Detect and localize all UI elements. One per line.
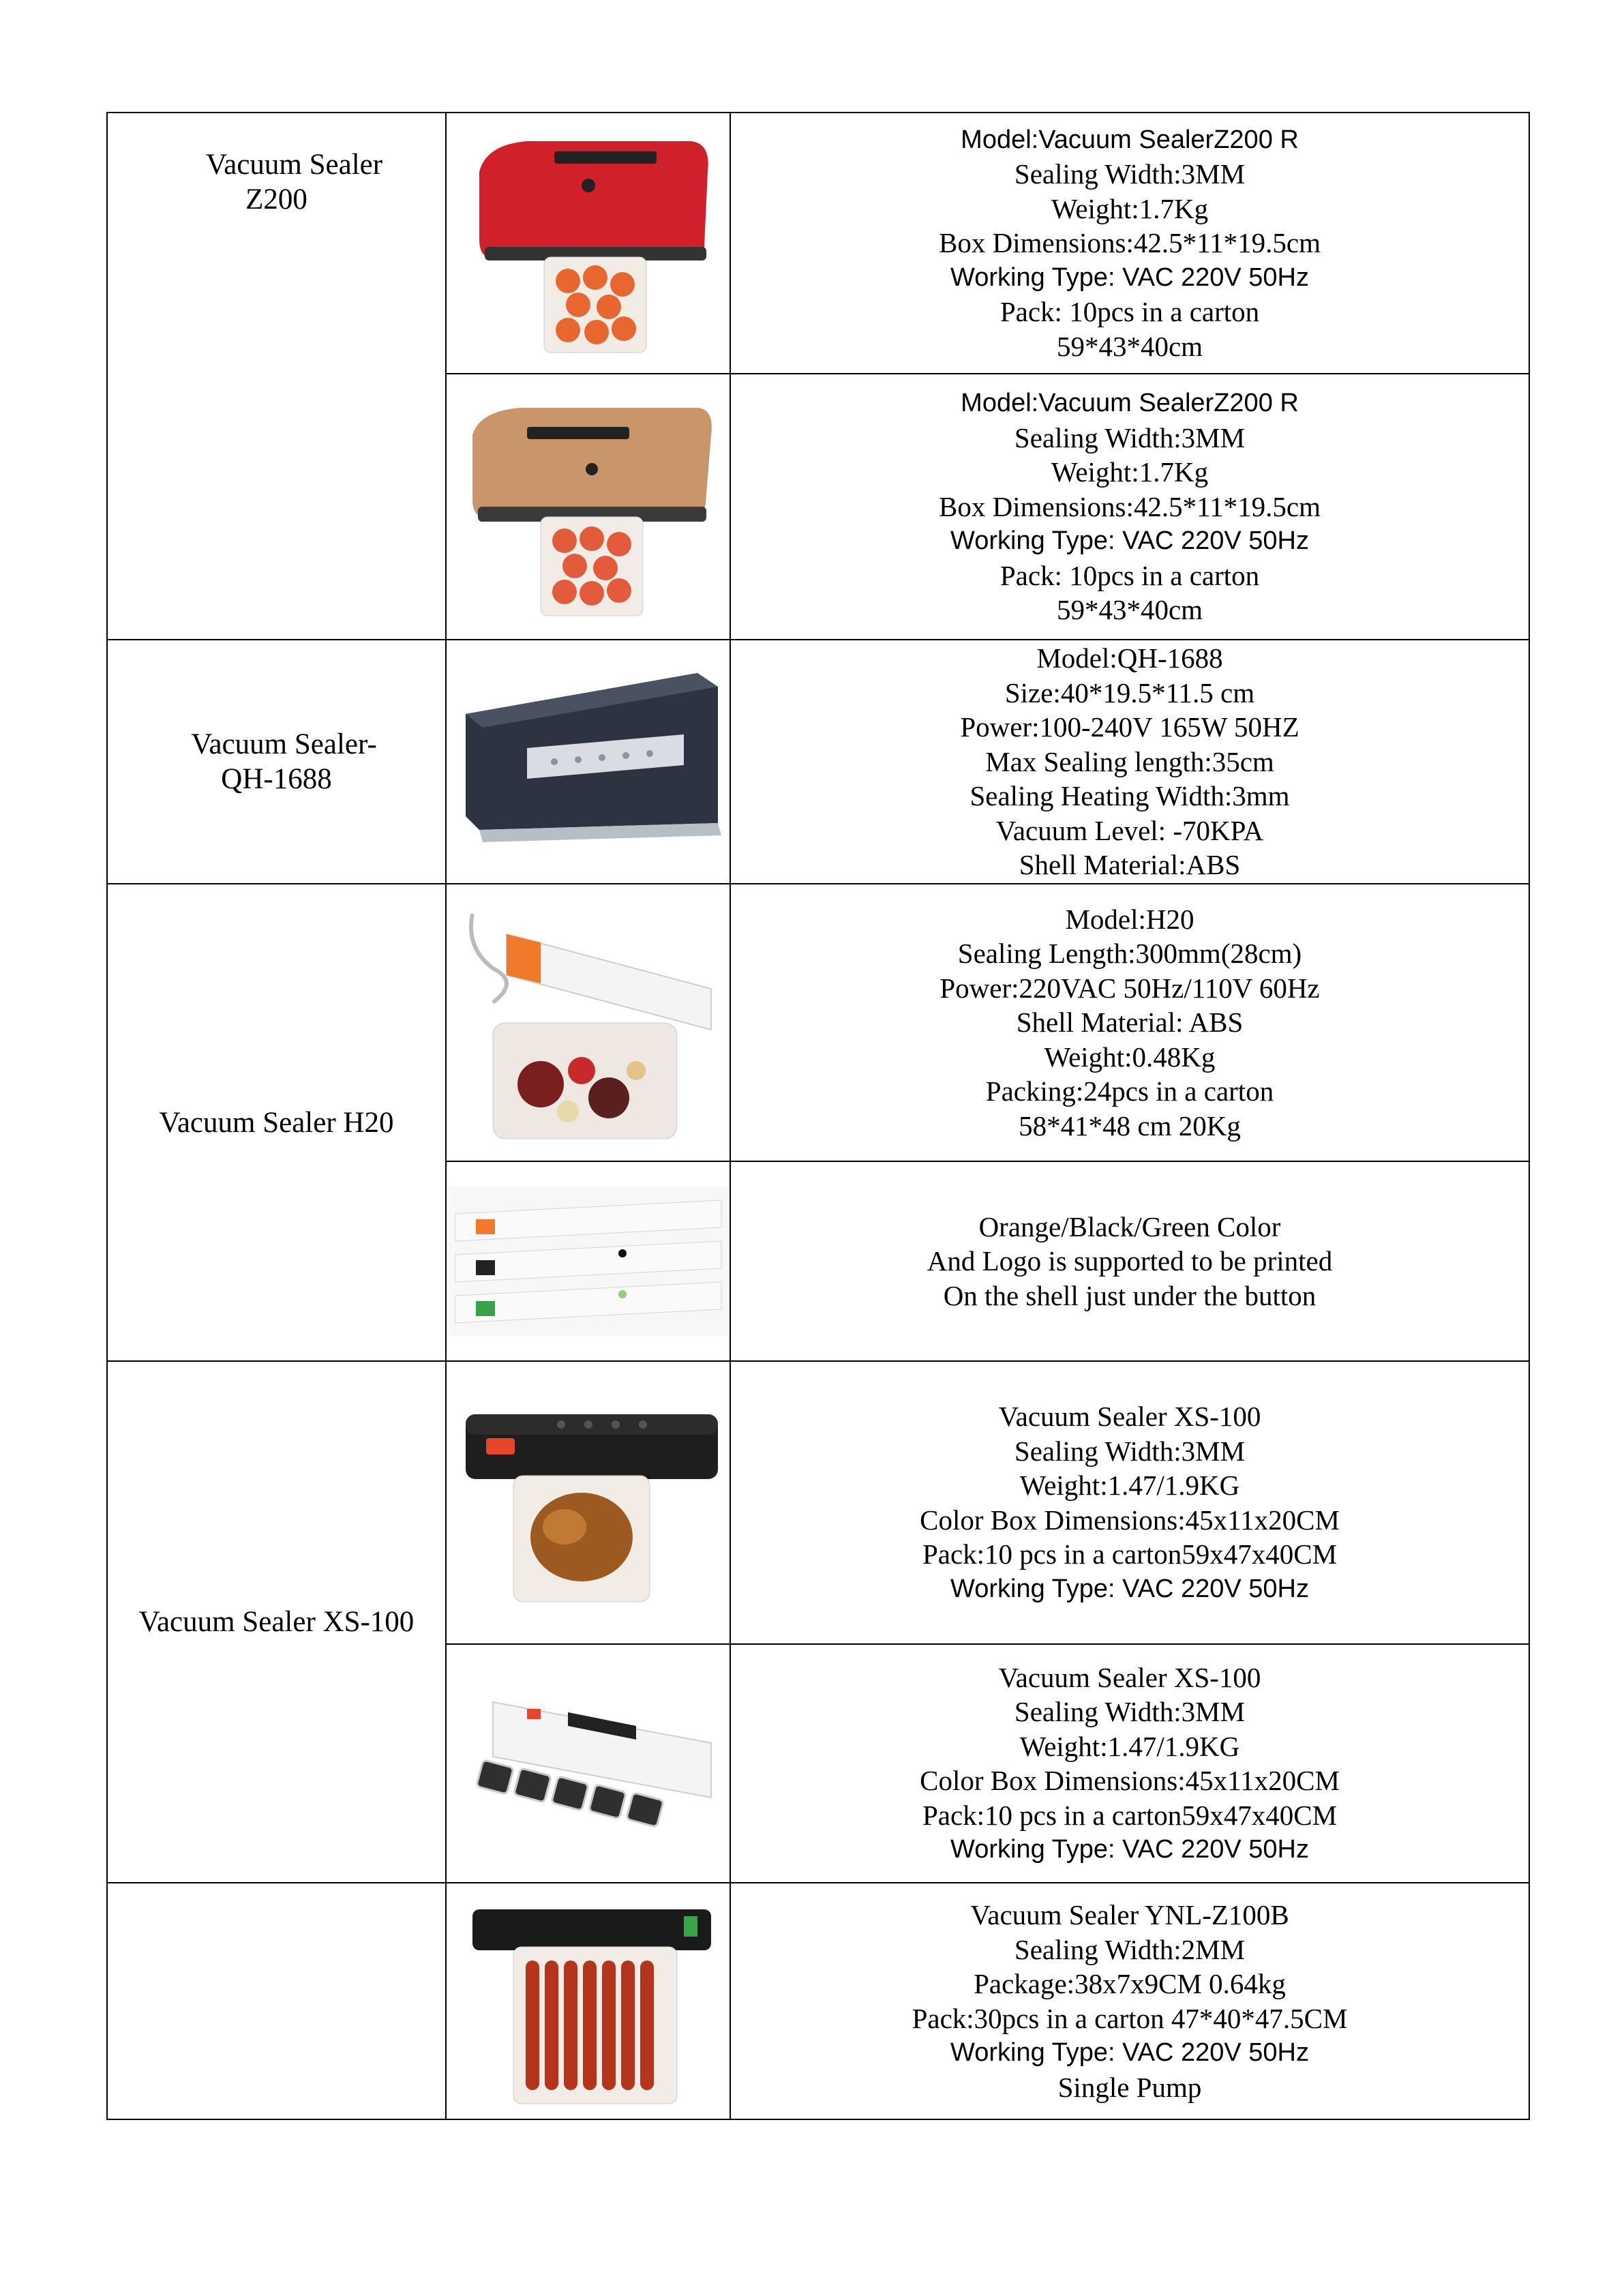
spec-line: Vacuum Sealer XS-100	[998, 1401, 1261, 1432]
vacuum-sealer-white-with-bag-image	[452, 893, 725, 1152]
spec-line: Weight:1.7Kg	[1051, 456, 1209, 488]
spec-line: Orange/Black/Green Color	[978, 1210, 1281, 1242]
vacuum-sealers-three-colors-image	[449, 1187, 728, 1337]
spec-line: Box Dimensions:42.5*11*19.5cm	[939, 227, 1321, 259]
spec-line: Vacuum Level: -70KPA	[995, 814, 1264, 846]
spec-line: Sealing Width:3MM	[1014, 1696, 1246, 1727]
product-specs	[730, 884, 1529, 1161]
product-specs	[730, 113, 1529, 374]
vacuum-sealer-black-sausages-image	[452, 1896, 725, 2107]
spec-line: Model:H20	[1065, 903, 1194, 935]
spec-line: Sealing Width:2MM	[1014, 1933, 1246, 1965]
product-name: Vacuum Sealer H20	[159, 1106, 394, 1139]
spec-line: Pack:30pcs in a carton 47*40*47.5CM	[912, 2002, 1348, 2034]
product-specs	[730, 374, 1529, 640]
product-name: Vacuum Sealer XS-100	[138, 1606, 415, 1638]
spec-line: Sealing Width:3MM	[1014, 158, 1246, 190]
product-name: QH-1688	[221, 763, 332, 795]
spec-line: Model:QH-1688	[1036, 642, 1223, 674]
table-row	[107, 1883, 1529, 2119]
spec-line: Max Sealing length:35cm	[985, 745, 1274, 777]
spec-line: Vacuum Sealer YNL-Z100B	[970, 1899, 1289, 1930]
spec-line: Working Type: VAC 220V 50Hz	[950, 526, 1309, 556]
spec-line: Model:Vacuum SealerZ200 R	[961, 125, 1299, 154]
product-specs	[730, 640, 1529, 884]
spec-line: Pack: 10pcs in a carton	[999, 559, 1260, 591]
spec-line: Working Type: VAC 220V 50Hz	[950, 263, 1309, 292]
spec-line: Single Pump	[1057, 2071, 1202, 2103]
vacuum-sealer-black-roast-chicken-image	[452, 1401, 725, 1605]
spec-line: Pack:10 pcs in a carton59x47x40CM	[922, 1538, 1338, 1570]
spec-line: Shell Material:ABS	[1019, 849, 1241, 881]
spec-line: Weight:0.48Kg	[1044, 1041, 1216, 1073]
spec-line: Package:38x7x9CM 0.64kg	[974, 1968, 1286, 1999]
spec-line: Vacuum Sealer XS-100	[998, 1661, 1261, 1693]
product-name-cell	[107, 640, 446, 884]
product-name-cell	[107, 113, 446, 640]
spec-line: Sealing Length:300mm(28cm)	[957, 938, 1302, 970]
table-row	[107, 113, 1529, 374]
product-specs	[730, 1644, 1529, 1883]
product-specs	[730, 1361, 1529, 1644]
table-row	[107, 640, 1529, 884]
product-name-cell	[107, 1361, 446, 1883]
product-image-cell	[446, 113, 730, 374]
spec-line: Sealing Width:3MM	[1014, 421, 1246, 453]
product-specs	[730, 1161, 1529, 1361]
product-name-cell	[107, 1883, 446, 2119]
vacuum-sealer-white-bags-image	[452, 1661, 725, 1866]
spec-line: Shell Material: ABS	[1016, 1007, 1244, 1039]
vacuum-sealer-gold-image	[452, 394, 725, 619]
spec-line: Sealing Heating Width:3mm	[969, 780, 1290, 812]
spec-line: Power:100-240V 165W 50HZ	[960, 711, 1299, 743]
spec-line: Packing:24pcs in a carton	[985, 1075, 1274, 1107]
spec-line: Color Box Dimensions:45x11x20CM	[920, 1504, 1340, 1536]
spec-line: Pack:10 pcs in a carton59x47x40CM	[922, 1799, 1338, 1831]
spec-line: Color Box Dimensions:45x11x20CM	[920, 1765, 1340, 1796]
spec-line: 59*43*40cm	[1056, 594, 1203, 626]
table-row	[107, 1361, 1529, 1644]
product-specs	[730, 1883, 1529, 2119]
product-image-cell	[446, 1883, 730, 2119]
product-image-cell	[446, 1644, 730, 1883]
spec-line: And Logo is supported to be printed	[927, 1245, 1333, 1277]
spec-line: 58*41*48 cm 20Kg	[1019, 1109, 1241, 1142]
spec-line: Weight:1.7Kg	[1051, 192, 1209, 224]
spec-line: On the shell just under the button	[943, 1279, 1317, 1311]
vacuum-sealer-red-image	[452, 131, 725, 356]
spec-line: Box Dimensions:42.5*11*19.5cm	[939, 490, 1321, 522]
table-row	[107, 884, 1529, 1161]
product-image-cell	[446, 1361, 730, 1644]
product-table	[106, 112, 1530, 2120]
spec-line: Power:220VAC 50Hz/110V 60Hz	[939, 972, 1320, 1004]
spec-line: Model:Vacuum SealerZ200 R	[961, 389, 1299, 418]
spec-line: Working Type: VAC 220V 50Hz	[950, 1574, 1309, 1603]
spec-line: Sealing Width:3MM	[1014, 1435, 1246, 1467]
product-name: Vacuum Sealer-	[191, 728, 377, 760]
spec-line: 59*43*40cm	[1056, 330, 1203, 362]
spec-line: Working Type: VAC 220V 50Hz	[950, 2038, 1309, 2067]
product-image-cell	[446, 884, 730, 1161]
product-name: Z200	[245, 183, 307, 215]
spec-line: Pack: 10pcs in a carton	[999, 296, 1260, 328]
vacuum-sealer-black-silver-image	[452, 659, 725, 864]
product-image-cell	[446, 640, 730, 884]
product-image-cell	[446, 374, 730, 640]
spec-line: Weight:1.47/1.9KG	[1019, 1470, 1240, 1501]
spec-line: Size:40*19.5*11.5 cm	[1004, 676, 1255, 709]
spec-line: Working Type: VAC 220V 50Hz	[950, 1835, 1309, 1864]
product-image-cell	[446, 1161, 730, 1361]
product-name-cell	[107, 884, 446, 1361]
spec-line: Weight:1.47/1.9KG	[1019, 1730, 1240, 1762]
product-name: Vacuum Sealer	[205, 149, 383, 181]
